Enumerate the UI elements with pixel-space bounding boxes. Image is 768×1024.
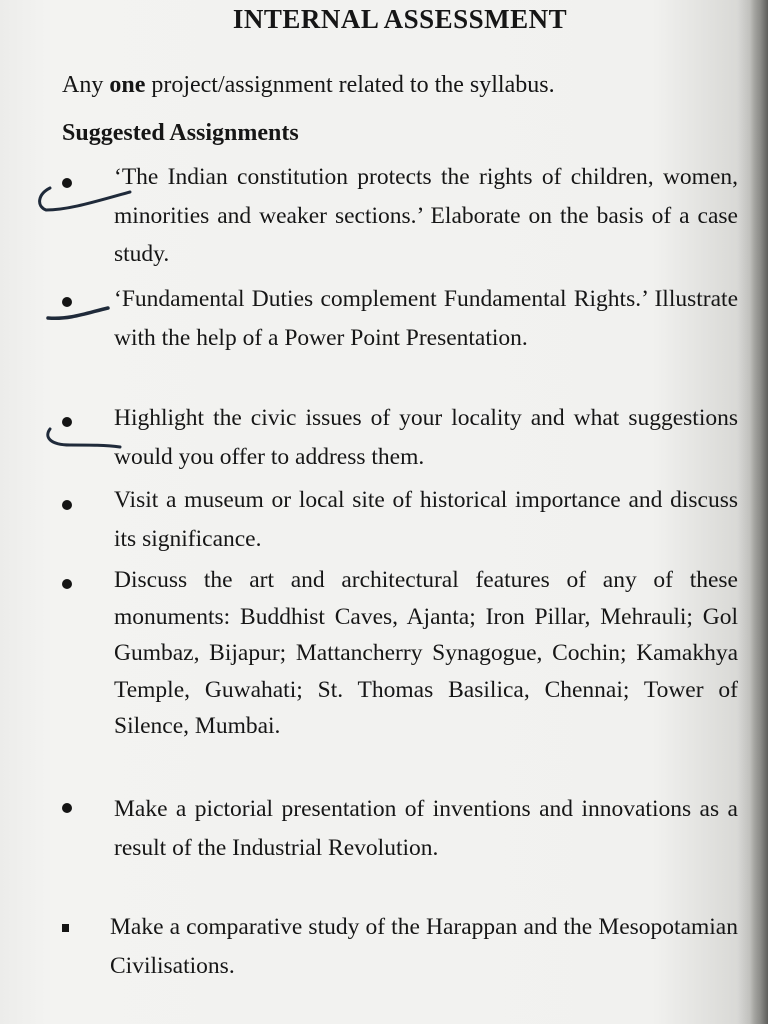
bullet-icon	[62, 500, 72, 510]
intro-text-end: project/assignment related to the syllabus.	[145, 72, 555, 98]
bullet-icon	[62, 178, 72, 188]
assignment-text: ‘The Indian constitution protects the rights of children, women, minorities and weaker sections.’ Elaborate on the basis of a case study.	[114, 164, 738, 267]
intro-emphasis: one	[109, 72, 146, 98]
bullet-icon	[62, 579, 72, 589]
book-spine-shadow	[750, 0, 768, 1024]
assignment-text: Highlight the civic issues of your locality and what suggestions would you offer to address them.	[114, 405, 738, 470]
assignment-text: Discuss the art and architectural features of any of these monuments: Buddhist Caves, Ajanta; Iron Pillar, Mehrauli; Gol Gumbaz, Bijapur; Mattancherry Synagogue, Cochin; Kamakhya Temple, Guwahati; St. Thomas Basilica, Chennai; Tower of Silence, Mumbai.	[114, 567, 738, 739]
bullet-icon	[62, 297, 72, 307]
assignment-text: Make a pictorial presentation of inventions and innovations as a result of the Industrial Revolution.	[114, 796, 738, 861]
page-title: INTERNAL ASSESSMENT	[232, 4, 568, 34]
bullet-icon	[62, 924, 69, 932]
assignment-text: ‘Fundamental Duties complement Fundamental Rights.’ Illustrate with the help of a Power Point Presentation.	[114, 286, 738, 351]
bullet-icon	[62, 803, 72, 813]
intro-text-start: Any	[62, 72, 110, 98]
assignment-text: Make a comparative study of the Harappan and the Mesopotamian Civilisations.	[110, 914, 738, 979]
assignment-text: Visit a museum or local site of historical importance and discuss its significance.	[114, 487, 738, 552]
section-subheading: Suggested Assignments	[62, 120, 299, 146]
intro-line	[62, 72, 555, 99]
bullet-icon	[62, 417, 72, 427]
